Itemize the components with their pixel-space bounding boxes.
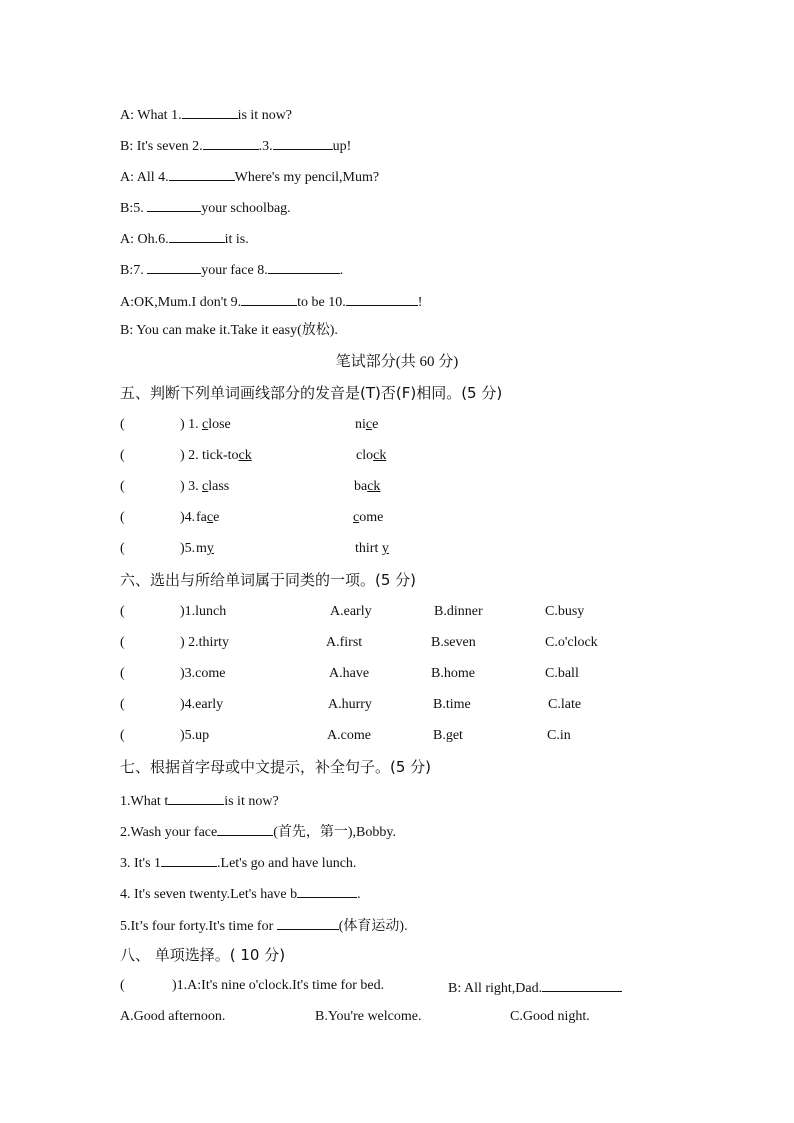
dialogue-text: . xyxy=(339,263,344,278)
option-a[interactable]: A.Good afternoon. xyxy=(120,1009,226,1024)
question-word: )3.come xyxy=(180,666,226,681)
answer-paren[interactable]: ( xyxy=(120,417,125,432)
answer-paren[interactable]: ( xyxy=(120,666,125,681)
item-number: )5. xyxy=(180,541,196,556)
question-word: )1.lunch xyxy=(180,604,227,619)
question-word: ) 2.thirty xyxy=(180,635,229,650)
sentence-text: .Let's go and have lunch. xyxy=(217,856,357,871)
dialogue-text: A: Oh.6. xyxy=(120,232,169,247)
dialogue-text: is it now? xyxy=(237,108,293,123)
dialogue-text: to be 10. xyxy=(297,295,346,310)
section7-heading: 七、根据首字母或中文提示，补全句子。(5 分) xyxy=(120,758,432,776)
option-c[interactable]: C.ball xyxy=(545,666,579,681)
answer-blank[interactable] xyxy=(147,197,201,212)
answer-paren[interactable]: ( xyxy=(120,448,125,463)
section7-item-2 xyxy=(120,821,396,842)
section6-item-5 xyxy=(120,727,680,745)
answer-blank[interactable] xyxy=(241,291,297,306)
sentence-text: 4. It's seven twenty.Let's have b xyxy=(120,887,298,902)
section7-item-4 xyxy=(120,883,361,904)
dialogue-text: B: You can make it.Take it easy(放松). xyxy=(120,323,338,338)
section6-heading: 六、选出与所给单词属于同类的一项。(5 分) xyxy=(120,571,417,589)
section5-heading: 五、判断下列单词画线部分的发音是(T)否(F)相同。(5 分) xyxy=(120,384,503,402)
section5-item-3 xyxy=(120,478,680,496)
word-1: close xyxy=(202,417,231,432)
section5-item-5 xyxy=(120,540,680,558)
dialogue-text: B:5. xyxy=(120,201,148,216)
sentence-text: 1.What t xyxy=(120,794,169,809)
answer-blank[interactable] xyxy=(169,166,235,181)
question-text: )1.A:It's nine o'clock.It's time for bed. xyxy=(172,978,385,993)
response-line: B: All right,Dad. xyxy=(448,977,622,998)
section7-item-3 xyxy=(120,852,356,873)
answer-blank[interactable] xyxy=(297,883,357,898)
section6-item-2 xyxy=(120,634,680,652)
section5-item-2 xyxy=(120,447,680,465)
dialogue-text: B:7. xyxy=(120,263,148,278)
word-1: tick-tock xyxy=(202,448,252,463)
dialogue-text: B: It's seven 2. xyxy=(120,139,203,154)
section8-options-1 xyxy=(120,1008,720,1026)
option-b[interactable]: B.seven xyxy=(431,635,476,650)
option-a[interactable]: A.first xyxy=(326,635,363,650)
option-c[interactable]: C.Good night. xyxy=(510,1009,590,1024)
answer-blank[interactable] xyxy=(273,135,333,150)
answer-paren[interactable]: ( xyxy=(120,635,125,650)
word-1: class xyxy=(202,479,230,494)
sentence-text: (首先，第一),Bobby. xyxy=(273,825,396,840)
answer-blank[interactable] xyxy=(182,104,238,119)
answer-blank[interactable] xyxy=(277,915,339,930)
answer-paren[interactable]: ( xyxy=(120,978,125,993)
question-word: )5.up xyxy=(180,728,210,743)
answer-blank[interactable] xyxy=(542,977,622,992)
option-c[interactable]: C.o'clock xyxy=(545,635,598,650)
option-b[interactable]: B.You're welcome. xyxy=(315,1009,422,1024)
option-c[interactable]: C.late xyxy=(548,697,582,712)
word-2: nice xyxy=(355,417,379,432)
word-2: clock xyxy=(356,448,387,463)
section5-item-4 xyxy=(120,509,680,527)
word-2: back xyxy=(354,479,381,494)
answer-paren[interactable]: ( xyxy=(120,479,125,494)
sentence-text: 5.It’s four forty.It's time for xyxy=(120,919,277,934)
dialogue-line-1 xyxy=(120,104,292,125)
sentence-text: 2.Wash your face xyxy=(120,825,218,840)
section6-item-3 xyxy=(120,665,680,683)
answer-blank[interactable] xyxy=(169,228,225,243)
dialogue-text: ! xyxy=(417,295,423,310)
section7-item-5 xyxy=(120,915,408,936)
written-part-title: 笔试部分(共 60 分) xyxy=(335,354,459,370)
item-number: ) 2. xyxy=(180,448,199,463)
word-2: come xyxy=(353,510,384,525)
dialogue-line-8 xyxy=(120,322,338,340)
answer-blank[interactable] xyxy=(268,259,340,274)
dialogue-line-4 xyxy=(120,197,291,218)
section5-item-1 xyxy=(120,416,680,434)
sentence-text: . xyxy=(357,887,361,902)
answer-blank[interactable] xyxy=(346,291,418,306)
section7-item-1 xyxy=(120,790,279,811)
dialogue-text: your face 8. xyxy=(201,263,268,278)
option-b[interactable]: B.get xyxy=(433,728,463,743)
option-a[interactable]: A.hurry xyxy=(328,697,372,712)
answer-paren[interactable]: ( xyxy=(120,604,125,619)
section8-heading: 八、 单项选择。( 10 分) xyxy=(120,946,286,964)
word-1: face xyxy=(196,510,220,525)
answer-paren[interactable]: ( xyxy=(120,510,125,525)
section6-item-4 xyxy=(120,696,680,714)
dialogue-text: Where's my pencil,Mum? xyxy=(234,170,380,185)
dialogue-text: up! xyxy=(332,139,352,154)
sentence-text: 3. It's 1 xyxy=(120,856,162,871)
option-b[interactable]: B.home xyxy=(431,666,475,681)
dialogue-line-7 xyxy=(120,291,422,312)
answer-blank[interactable] xyxy=(147,259,201,274)
option-a[interactable]: A.have xyxy=(329,666,370,681)
section6-item-1 xyxy=(120,603,680,621)
option-c[interactable]: C.in xyxy=(547,728,571,743)
answer-blank[interactable] xyxy=(168,790,224,805)
sentence-text: (体育运动). xyxy=(338,919,408,934)
answer-paren[interactable]: ( xyxy=(120,728,125,743)
item-number: ) 1. xyxy=(180,417,199,432)
word-2: thirt y xyxy=(355,541,389,556)
dialogue-text: A: What 1. xyxy=(120,108,182,123)
dialogue-text: A:OK,Mum.I don't 9. xyxy=(120,295,242,310)
dialogue-text: your schoolbag. xyxy=(201,201,291,216)
option-b[interactable]: B.time xyxy=(433,697,471,712)
sentence-text: is it now? xyxy=(224,794,279,809)
answer-blank[interactable] xyxy=(203,135,259,150)
answer-paren[interactable]: ( xyxy=(120,697,125,712)
section8-question-1 xyxy=(120,977,720,995)
dialogue-line-5 xyxy=(120,228,249,249)
item-number: ) 3. xyxy=(180,479,199,494)
dialogue-text: it is. xyxy=(224,232,249,247)
dialogue-line-6 xyxy=(120,259,343,280)
option-a[interactable]: A.early xyxy=(330,604,372,619)
question-word: )4.early xyxy=(180,697,224,712)
item-number: )4. xyxy=(180,510,196,525)
option-c[interactable]: C.busy xyxy=(545,604,585,619)
dialogue-text: A: All 4. xyxy=(120,170,169,185)
answer-paren[interactable]: ( xyxy=(120,541,125,556)
answer-blank[interactable] xyxy=(217,821,273,836)
dialogue-line-2 xyxy=(120,135,351,156)
word-1: my xyxy=(196,541,214,556)
option-a[interactable]: A.come xyxy=(327,728,371,743)
dialogue-line-3 xyxy=(120,166,379,187)
dialogue-text: .3. xyxy=(258,139,273,154)
option-b[interactable]: B.dinner xyxy=(434,604,483,619)
answer-blank[interactable] xyxy=(161,852,217,867)
